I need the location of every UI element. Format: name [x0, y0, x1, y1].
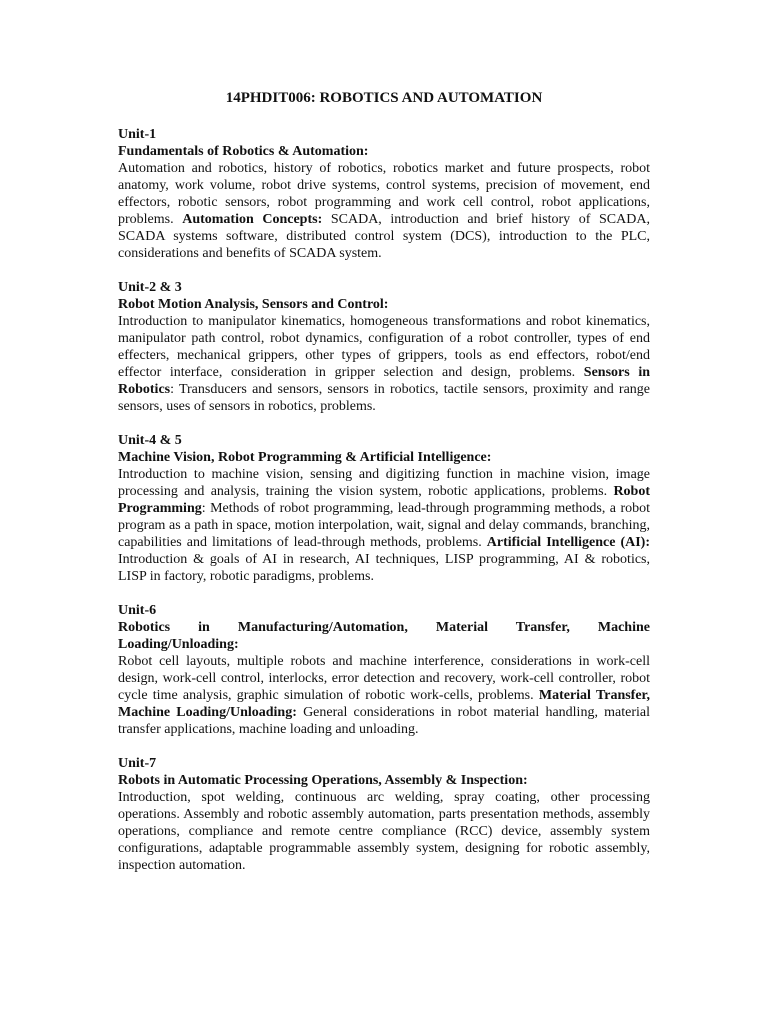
- unit-body-text: : Methods of robot programming, lead-through programming methods, a robot program as a path in space, motion interpolation, wait, signal and delay commands, branching, capabilities and limitations of lead-through methods, problems.: [118, 501, 650, 550]
- unit-subheading: Artificial Intelligence (AI):: [486, 535, 650, 550]
- unit-body: [118, 653, 650, 738]
- unit-body-text: Robot cell layouts, multiple robots and machine interference, considerations in work-cell design, work-cell control, interlocks, error detection and recovery, work-cell controller, robot cycle time analysis, graphic simulation of robotic work-cells, problems.: [118, 654, 650, 703]
- unit-body-text: General considerations in robot material handling, material transfer applications, machine loading and unloading.: [118, 705, 650, 737]
- unit-body-text: Introduction, spot welding, continuous arc welding, spray coating, other processing operations. Assembly and robotic assembly automation, parts presentation methods, assembly operations, compliance and remote centre compliance (RCC) device, assembly system configurations, adaptable programmable assembly system, designing for robotic assembly, inspection automation.: [118, 790, 650, 873]
- unit-heading: Robots in Automatic Processing Operations, Assembly & Inspection:: [118, 773, 528, 788]
- unit-heading: Robotics in Manufacturing/Automation, Material Transfer, Machine: [118, 620, 650, 635]
- unit-subheading: Sensors in Robotics: [118, 365, 651, 397]
- unit-body-text: Introduction to manipulator kinematics, homogeneous transformations and robot kinematics, manipulator path control, robot dynamics, configuration of a robot controller, types of end effecters, mechanical grippers, other types of grippers, tools as end effectors, robot/end effector interface, consideration in gripper selection and design, problems.: [118, 314, 650, 380]
- unit-body-text: : Transducers and sensors, sensors in robotics, tactile sensors, proximity and range sensors, uses of sensors in robotics, problems.: [118, 382, 650, 414]
- unit-label: Unit-6: [118, 603, 157, 618]
- unit-heading: Fundamentals of Robotics & Automation:: [118, 144, 369, 159]
- unit-body-text: SCADA, introduction and brief history of SCADA, SCADA systems software, distributed control system (DCS), introduction to the PLC, considerations and benefits of SCADA system.: [118, 212, 650, 261]
- document-content: [118, 88, 650, 891]
- unit-body: [118, 160, 650, 262]
- unit-label: Unit-1: [118, 127, 157, 142]
- unit-label: Unit-4 & 5: [118, 433, 182, 448]
- unit-section-2-3: [118, 279, 650, 415]
- unit-section-6: [118, 602, 650, 738]
- unit-section-4-5: [118, 432, 650, 585]
- unit-body-text: Introduction & goals of AI in research, AI techniques, LISP programming, AI & robotics, LISP in factory, robotic paradigms, problems.: [118, 552, 650, 584]
- unit-section-7: [118, 755, 650, 874]
- unit-label: Unit-7: [118, 756, 157, 771]
- unit-body: [118, 789, 650, 874]
- unit-subheading: Robot Programming: [118, 484, 650, 516]
- document-title: 14PHDIT006: ROBOTICS AND AUTOMATION: [225, 90, 543, 106]
- unit-label: Unit-2 & 3: [118, 280, 182, 295]
- unit-heading-continued: Loading/Unloading:: [118, 637, 239, 652]
- unit-subheading: Automation Concepts:: [182, 212, 323, 227]
- unit-heading: Machine Vision, Robot Programming & Artificial Intelligence:: [118, 450, 492, 465]
- unit-body-text: Automation and robotics, history of robotics, robotics market and future prospects, robot anatomy, work volume, robot drive systems, control systems, precision of movement, end effectors, robotic sensors, robot programming and work cell control, robot applications, problems.: [118, 161, 650, 227]
- unit-subheading: Material Transfer, Machine Loading/Unloading:: [118, 688, 650, 720]
- unit-body-text: Introduction to machine vision, sensing and digitizing function in machine vision, image processing and analysis, training the vision system, robotic applications, problems.: [118, 467, 650, 499]
- unit-section-1: [118, 126, 650, 262]
- unit-heading: Robot Motion Analysis, Sensors and Control:: [118, 297, 389, 312]
- unit-body: [118, 466, 650, 585]
- unit-body: [118, 313, 650, 415]
